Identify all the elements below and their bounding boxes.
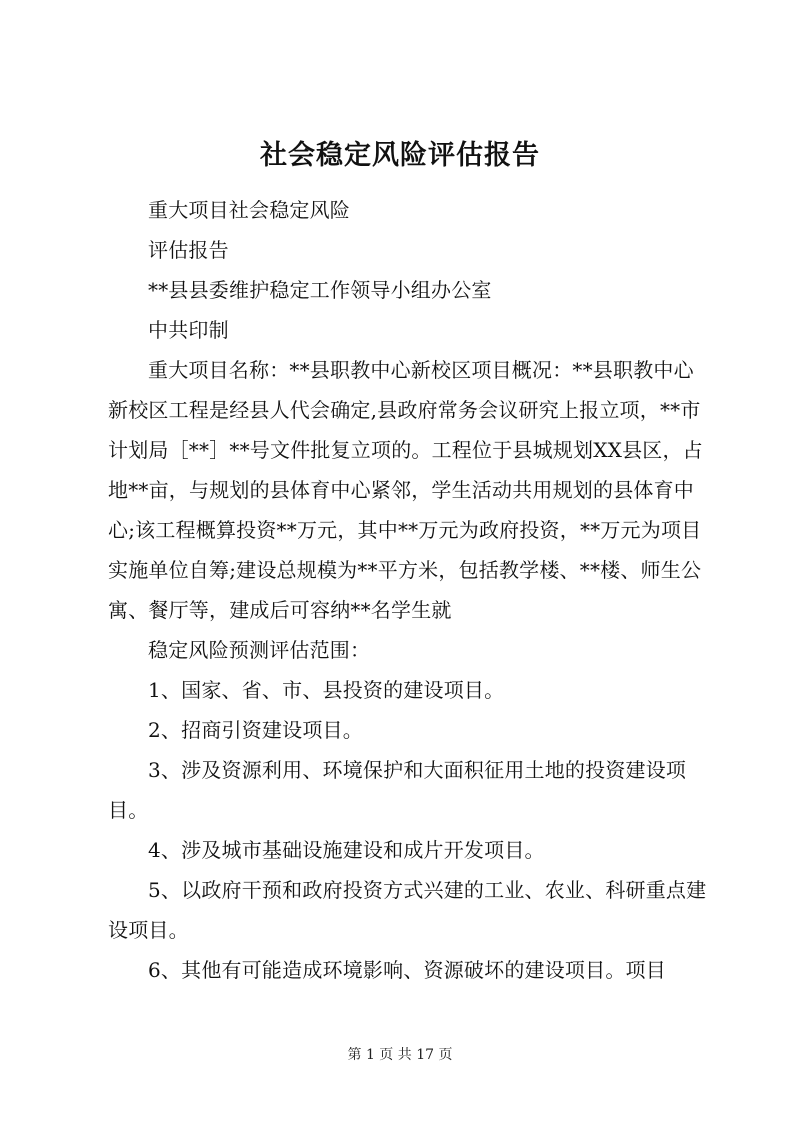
list-item-3: 3、涉及资源利用、环境保护和大面积征用土地的投资建设项目。 (108, 758, 687, 822)
list-item-4: 4、涉及城市基础设施建设和成片开发项目。 (148, 838, 545, 862)
list-item-1: 1、国家、省、市、县投资的建设项目。 (148, 678, 505, 702)
page-footer: 第 1 页 共 17 页 (347, 1047, 453, 1063)
list-item-2: 2、招商引资建设项目。 (148, 718, 363, 742)
paragraph-project-title-line-2: 评估报告 (148, 238, 229, 262)
paragraph-scope-heading: 稳定风险预测评估范围： (148, 638, 371, 662)
paragraph-office: **县县委维护稳定工作领导小组办公室 (148, 278, 492, 302)
paragraph-printer: 中共印制 (148, 318, 229, 342)
paragraph-project-title-line-1: 重大项目社会稳定风险 (148, 198, 350, 222)
document-title: 社会稳定风险评估报告 (260, 140, 540, 171)
list-item-6: 6、其他有可能造成环境影响、资源破坏的建设项目。项目 (148, 958, 666, 982)
list-item-5: 5、以政府干预和政府投资方式兴建的工业、农业、科研重点建设项目。 (108, 878, 707, 942)
document-body (108, 190, 708, 990)
paragraph-project-overview: 重大项目名称：**县职教中心新校区项目概况：**县职教中心新校区工程是经县人代会确定,县政府常务会议研究上报立项，**市计划局［**］**号文件批复立项的。工程位于县城规划XX县区，占地**亩，与规划的县体育中心紧邻，学生活动共用规划的县体育中心;该工程概算投资**万元，其中**万元为政府投资，**万元为项目实施单位自筹;建设总规模为**平方米，包括教学楼、**楼、师生公寓、餐厅等，建成后可容纳**名学生就 (108, 358, 703, 622)
